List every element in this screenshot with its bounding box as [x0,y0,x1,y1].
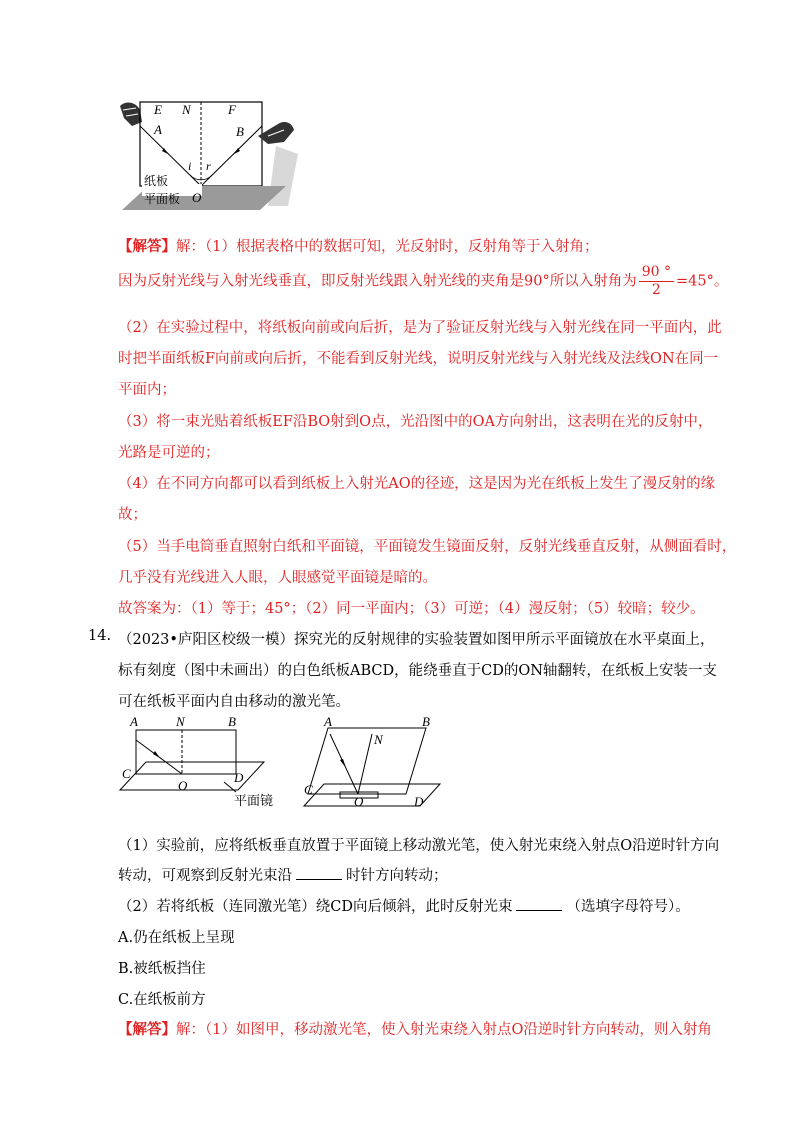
jia-mirror-label: 平面镜 [234,794,274,809]
answer14-line1: 【解答】解：（1）如图甲，移动激光笔，使入射光束绕入射点O沿逆时针方向转动，则入射角 [118,1021,712,1038]
q14-stem-line2: 标有刻度（图中未画出）的白色纸板ABCD，能绕垂直于CD的ON轴翻转，在纸板上安装一支 [118,663,717,679]
answer13-line8: （4）在不同方向都可以看到纸板上入射光AO的径迹，这是因为光在纸板上发生了漫反射的缘 [118,476,716,492]
jia-label-N: N [176,714,185,729]
figure-reflection-experiment [118,96,308,216]
option-a: A.仍在纸板上呈现 [118,930,235,946]
jia-label-D: D [234,770,244,785]
figure-jia [116,714,286,810]
yi-label-A: A [324,714,332,729]
yi-label-O: O [354,794,364,809]
beam-arrow [153,751,160,758]
fig1-label-r: r [206,159,211,173]
beam-arrow-tilted [340,759,346,768]
fraction-90-over-2: $\frac{90 ^\circ}{2}$ [639,264,674,299]
q14-stem-line1: （2023•庐阳区校级一模）探究光的反射规律的实验装置如图甲所示平面镜放在水平桌面上， [118,632,715,648]
jia-label-B: B [228,714,236,729]
answer13-line2: 因为反射光线与入射光线垂直，即反射光线跟入射光线的夹角是90°所以入射角为 $\frac{90 ^\circ}{2}$ =45°。 [118,264,729,298]
board-abcd [136,730,236,774]
figure-yi-svg [300,714,460,810]
fig1-label-i: i [188,159,192,173]
jia-label-C: C [122,766,131,781]
hand-left-icon [120,103,142,126]
fig1-mirror-label: 平面板 [144,192,181,206]
fig1-label-B: B [236,124,244,139]
answer13-line4: 时把半面纸板F向前或向后折，不能看到反射光线，说明反射光线与入射光线及法线ON在同一 [118,351,719,367]
answer13-line5: 平面内； [118,382,176,398]
answer13-line3: （2）在实验过程中，将纸板向前或向后折，是为了验证反射光线与入射光线在同一平面内，此 [118,320,722,336]
jia-label-A: A [130,714,138,729]
yi-label-D: D [414,794,424,809]
answer13-line1: 【解答】解：（1）根据表格中的数据可知，光反射时，反射角等于入射角； [118,238,599,255]
question-number: 14. [88,628,112,644]
fig1-label-E: E [154,102,162,117]
answer-tag: 【解答】 [118,1021,176,1038]
fig1-label-N: N [182,102,191,117]
option-c: C.在纸板前方 [118,992,206,1008]
yi-label-C: C [304,782,313,797]
answer13-final: 故答案为：（1）等于；45°；（2）同一平面内；（3）可逆；（4）漫反射；（5）较暗；较少。 [118,601,705,617]
answer-blank-2[interactable] [516,898,562,911]
answer13-line6: （3）将一束光贴着纸板EF沿BO射到O点，光沿图中的OA方向射出，这表明在光的反射中， [118,414,713,430]
answer13-line9: 故； [118,507,147,523]
q14-sub1-line1: （1）实验前，应将纸板垂直放置于平面镜上移动激光笔，使入射光束绕入射点O沿逆时针方向 [118,838,720,854]
q14-sub2: （2）若将纸板（连同激光笔）绕CD向后倾斜，此时反射光束 （选填字母符号）。 [118,899,690,915]
answer-blank-1[interactable] [296,867,342,880]
jia-label-O: O [178,778,188,793]
answer-tag: 【解答】 [118,238,176,255]
yi-label-N: N [374,732,383,747]
answer13-line7: 光路是可逆的； [118,445,220,461]
figure-yi [300,714,460,810]
yi-label-B: B [422,714,430,729]
answer13-line10: （5）当手电筒垂直照射白纸和平面镜，平面镜发生镜面反射，反射光线垂直反射，从侧面看时， [118,539,737,555]
q14-sub1-line2: 转动，可观察到反射光束沿 时针方向转动； [118,868,448,884]
q14-stem-line3: 可在纸板平面内自由移动的激光笔。 [118,694,350,710]
fig1-label-A: A [154,122,162,137]
fig1-paper-label: 纸板 [144,174,169,188]
fig1-label-O: O [192,190,202,205]
normal-on-tilted [358,734,372,794]
answer13-line11: 几乎没有光线进入人眼，人眼感觉平面镜是暗的。 [118,570,437,586]
fig1-label-F: F [228,102,236,117]
option-b: B.被纸板挡住 [118,961,206,977]
